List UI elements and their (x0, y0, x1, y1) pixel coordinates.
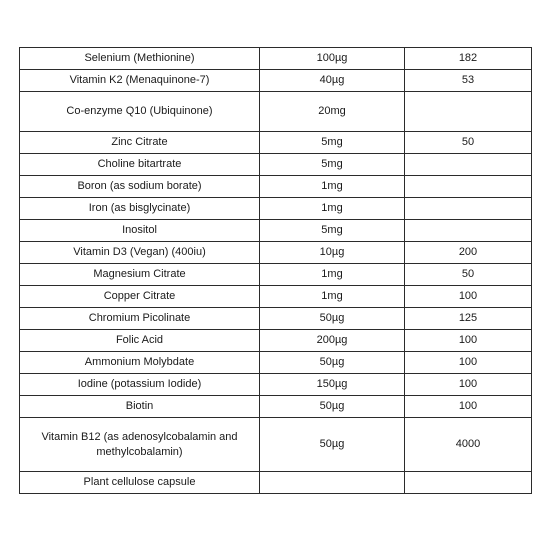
nrv-cell: 50 (405, 264, 532, 286)
nrv-cell: 53 (405, 70, 532, 92)
table-row (20, 286, 532, 308)
ingredient-cell: Inositol (20, 220, 260, 242)
nrv-cell: 100 (405, 374, 532, 396)
ingredient-cell: Vitamin B12 (as adenosylcobalamin and methylcobalamin) (20, 418, 260, 472)
nrv-cell (405, 92, 532, 132)
table-row (20, 132, 532, 154)
table-row (20, 264, 532, 286)
amount-cell: 10µg (260, 242, 405, 264)
nrv-cell: 100 (405, 330, 532, 352)
table-row (20, 330, 532, 352)
ingredient-cell: Choline bitartrate (20, 154, 260, 176)
table-row (20, 198, 532, 220)
ingredient-cell: Folic Acid (20, 330, 260, 352)
nrv-cell (405, 198, 532, 220)
amount-cell: 5mg (260, 154, 405, 176)
amount-cell: 50µg (260, 396, 405, 418)
ingredient-cell: Boron (as sodium borate) (20, 176, 260, 198)
table-row (20, 176, 532, 198)
ingredient-cell: Selenium (Methionine) (20, 48, 260, 70)
table-row (20, 308, 532, 330)
ingredient-cell: Vitamin K2 (Menaquinone-7) (20, 70, 260, 92)
table-row (20, 418, 532, 472)
table-row (20, 220, 532, 242)
amount-cell: 50µg (260, 352, 405, 374)
amount-cell: 50µg (260, 418, 405, 472)
amount-cell: 5mg (260, 132, 405, 154)
nrv-cell (405, 176, 532, 198)
ingredient-cell: Plant cellulose capsule (20, 472, 260, 494)
table-row (20, 374, 532, 396)
amount-cell: 20mg (260, 92, 405, 132)
table-row (20, 396, 532, 418)
nrv-cell: 100 (405, 396, 532, 418)
ingredients-table (19, 47, 532, 494)
nrv-cell: 4000 (405, 418, 532, 472)
ingredient-cell: Zinc Citrate (20, 132, 260, 154)
table-row (20, 70, 532, 92)
nrv-cell: 125 (405, 308, 532, 330)
nrv-cell: 100 (405, 286, 532, 308)
amount-cell: 1mg (260, 198, 405, 220)
nrv-cell (405, 220, 532, 242)
ingredient-cell: Ammonium Molybdate (20, 352, 260, 374)
amount-cell: 1mg (260, 176, 405, 198)
nrv-cell: 200 (405, 242, 532, 264)
nrv-cell: 100 (405, 352, 532, 374)
table-row (20, 242, 532, 264)
ingredient-cell: Chromium Picolinate (20, 308, 260, 330)
amount-cell: 1mg (260, 264, 405, 286)
amount-cell: 1mg (260, 286, 405, 308)
nrv-cell: 50 (405, 132, 532, 154)
amount-cell: 200µg (260, 330, 405, 352)
amount-cell: 150µg (260, 374, 405, 396)
ingredient-cell: Iron (as bisglycinate) (20, 198, 260, 220)
table-row (20, 352, 532, 374)
amount-cell: 100µg (260, 48, 405, 70)
nrv-cell (405, 154, 532, 176)
amount-cell: 40µg (260, 70, 405, 92)
amount-cell (260, 472, 405, 494)
ingredient-cell: Iodine (potassium Iodide) (20, 374, 260, 396)
nrv-cell: 182 (405, 48, 532, 70)
ingredient-cell: Biotin (20, 396, 260, 418)
ingredient-cell: Vitamin D3 (Vegan) (400iu) (20, 242, 260, 264)
amount-cell: 5mg (260, 220, 405, 242)
ingredient-cell: Co-enzyme Q10 (Ubiquinone) (20, 92, 260, 132)
table-row (20, 154, 532, 176)
ingredient-cell: Copper Citrate (20, 286, 260, 308)
nrv-cell (405, 472, 532, 494)
table-row (20, 472, 532, 494)
table-row (20, 92, 532, 132)
table-row (20, 48, 532, 70)
ingredient-cell: Magnesium Citrate (20, 264, 260, 286)
amount-cell: 50µg (260, 308, 405, 330)
